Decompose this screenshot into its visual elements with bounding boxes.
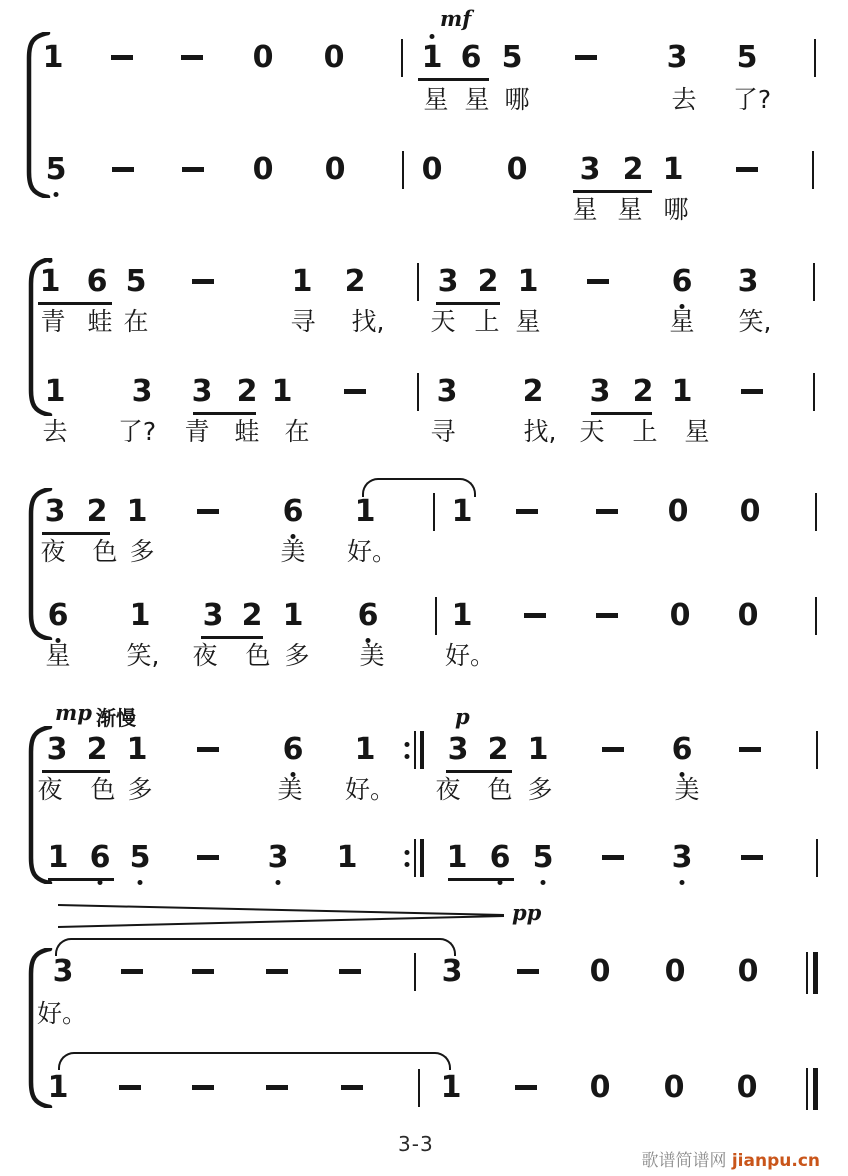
- site-name: 歌谱简谱网: [641, 1151, 727, 1171]
- dash-note: [192, 969, 214, 974]
- note-number: 2: [477, 264, 499, 299]
- octave-dot-low: [541, 880, 546, 885]
- dash-note: [192, 279, 214, 284]
- note-number: 0: [739, 494, 761, 529]
- note-number: 1: [451, 494, 473, 529]
- note-number: 1: [421, 40, 443, 75]
- dash-note: [596, 613, 618, 618]
- lyric-syllable: 寻: [430, 417, 456, 446]
- note-number: 2: [622, 152, 644, 187]
- note-number: 1: [282, 598, 304, 633]
- note-number: 0: [589, 1070, 611, 1105]
- site-url: jianpu.cn: [731, 1151, 820, 1171]
- barline: [417, 263, 419, 301]
- slur-tie: [55, 938, 456, 956]
- note-number: 0: [664, 954, 686, 989]
- lyric-syllable: 星: [572, 195, 598, 224]
- final-bar-thin: [806, 1068, 808, 1110]
- barline: [418, 1069, 420, 1107]
- dash-note: [575, 55, 597, 60]
- lyric-syllable: 了?: [117, 417, 157, 446]
- octave-dot-high: [48, 258, 53, 263]
- barline: [815, 597, 817, 635]
- barline: [813, 263, 815, 301]
- dash-note: [266, 1085, 288, 1090]
- lyric-syllable: 了?: [732, 85, 772, 114]
- lyric-syllable: 美: [674, 775, 700, 804]
- note-number: 2: [241, 598, 263, 633]
- lyric-syllable: 星: [45, 641, 71, 670]
- note-number: 2: [632, 374, 654, 409]
- lyric-syllable: 好。: [36, 999, 88, 1028]
- note-number: 3: [671, 840, 693, 875]
- note-number: 6: [357, 598, 379, 633]
- beam-underline: [201, 636, 263, 639]
- barline: [435, 597, 437, 635]
- note-number: 5: [45, 152, 67, 187]
- lyric-syllable: 色: [90, 775, 116, 804]
- repeat-bar-thick: [420, 839, 424, 877]
- dash-note: [517, 969, 539, 974]
- dash-note: [266, 969, 288, 974]
- lyric-syllable: 星: [464, 85, 490, 114]
- lyric-syllable: 美: [280, 537, 306, 566]
- note-number: 0: [421, 152, 443, 187]
- beam-underline: [193, 412, 256, 415]
- dash-note: [197, 509, 219, 514]
- repeat-bar-thick: [420, 731, 424, 769]
- note-number: 3: [589, 374, 611, 409]
- note-number: 0: [252, 40, 274, 75]
- note-number: 0: [589, 954, 611, 989]
- dash-note: [739, 747, 761, 752]
- lyric-syllable: 哪: [504, 85, 530, 114]
- slur-tie: [58, 1052, 451, 1070]
- dash-note: [341, 1085, 363, 1090]
- lyric-syllable: 寻: [290, 307, 316, 336]
- note-number: 6: [671, 264, 693, 299]
- dash-note: [515, 1085, 537, 1090]
- note-number: 5: [129, 840, 151, 875]
- note-number: 6: [282, 494, 304, 529]
- note-number: 1: [126, 494, 148, 529]
- dash-note: [741, 389, 763, 394]
- note-number: 1: [44, 374, 66, 409]
- dash-note: [112, 167, 134, 172]
- lyric-syllable: 色: [245, 641, 271, 670]
- note-number: 6: [671, 732, 693, 767]
- note-number: 0: [323, 40, 345, 75]
- note-number: 3: [447, 732, 469, 767]
- beam-underline: [436, 302, 500, 305]
- lyric-syllable: 夜: [37, 775, 63, 804]
- barline: [816, 839, 818, 877]
- note-number: 6: [47, 598, 69, 633]
- note-number: 1: [446, 840, 468, 875]
- lyric-syllable: 多: [129, 537, 155, 566]
- note-number: 1: [354, 732, 376, 767]
- note-number: 6: [89, 840, 111, 875]
- dash-note: [192, 1085, 214, 1090]
- note-number: 0: [663, 1070, 685, 1105]
- dash-note: [602, 855, 624, 860]
- lyric-syllable: 上: [632, 417, 658, 446]
- dynamic-mark: mp: [55, 700, 92, 725]
- beam-underline: [591, 412, 652, 415]
- lyric-syllable: 多: [527, 775, 553, 804]
- note-number: 2: [487, 732, 509, 767]
- dash-note: [119, 1085, 141, 1090]
- lyric-syllable: 去: [42, 417, 68, 446]
- note-number: 1: [451, 598, 473, 633]
- barline: [813, 373, 815, 411]
- dynamic-mark: p: [455, 704, 470, 729]
- note-number: 3: [437, 264, 459, 299]
- note-number: 1: [527, 732, 549, 767]
- note-number: 3: [131, 374, 153, 409]
- repeat-dot: [405, 850, 410, 855]
- dynamic-mark: mf: [440, 6, 472, 31]
- note-number: 5: [736, 40, 758, 75]
- lyric-syllable: 色: [92, 537, 118, 566]
- lyric-syllable: 好。: [346, 537, 398, 566]
- repeat-dot: [405, 862, 410, 867]
- dash-note: [524, 613, 546, 618]
- beam-underline: [448, 878, 514, 881]
- note-number: 3: [267, 840, 289, 875]
- barline: [414, 953, 416, 991]
- lyric-syllable: 天: [430, 307, 456, 336]
- note-number: 1: [440, 1070, 462, 1105]
- note-number: 3: [44, 494, 66, 529]
- note-number: 2: [86, 732, 108, 767]
- lyric-syllable: 去: [671, 85, 697, 114]
- octave-dot-low: [54, 192, 59, 197]
- lyric-syllable: 夜: [435, 775, 461, 804]
- lyric-syllable: 笑,: [738, 307, 772, 336]
- lyric-syllable: 上: [474, 307, 500, 336]
- dash-note: [121, 969, 143, 974]
- dash-note: [587, 279, 609, 284]
- page-number: 3-3: [398, 1132, 434, 1156]
- lyric-syllable: 美: [359, 641, 385, 670]
- note-number: 5: [501, 40, 523, 75]
- note-number: 1: [271, 374, 293, 409]
- lyric-syllable: 色: [487, 775, 513, 804]
- repeat-dot: [405, 742, 410, 747]
- note-number: 0: [506, 152, 528, 187]
- dash-note: [516, 509, 538, 514]
- note-number: 6: [460, 40, 482, 75]
- site-credit: [641, 1146, 820, 1171]
- octave-dot-low: [276, 880, 281, 885]
- barline: [815, 493, 817, 531]
- note-number: 1: [129, 598, 151, 633]
- lyric-syllable: 哪: [663, 195, 689, 224]
- note-number: 3: [737, 264, 759, 299]
- dash-note: [197, 855, 219, 860]
- octave-dot-low: [680, 880, 685, 885]
- lyric-syllable: 青: [184, 417, 210, 446]
- note-number: 1: [354, 494, 376, 529]
- lyric-syllable: 在: [123, 307, 149, 336]
- note-number: 3: [46, 732, 68, 767]
- note-number: 3: [579, 152, 601, 187]
- note-number: 0: [324, 152, 346, 187]
- note-number: 5: [125, 264, 147, 299]
- lyric-syllable: 夜: [40, 537, 66, 566]
- lyric-syllable: 蛙: [87, 307, 113, 336]
- tempo-mark: 渐慢: [96, 706, 136, 730]
- barline: [402, 151, 404, 189]
- slur-tie: [362, 478, 476, 497]
- note-number: 0: [252, 152, 274, 187]
- barline: [401, 39, 403, 77]
- note-number: 1: [291, 264, 313, 299]
- beam-underline: [42, 770, 110, 773]
- lyric-syllable: 多: [284, 641, 310, 670]
- note-number: 1: [662, 152, 684, 187]
- final-bar-thick: [813, 952, 818, 994]
- dash-note: [111, 55, 133, 60]
- lyric-syllable: 星: [669, 307, 695, 336]
- barline: [814, 39, 816, 77]
- beam-underline: [446, 770, 512, 773]
- beam-underline: [38, 302, 112, 305]
- note-number: 2: [86, 494, 108, 529]
- lyric-syllable: 好。: [344, 775, 396, 804]
- note-number: 6: [86, 264, 108, 299]
- lyric-syllable: 星: [515, 307, 541, 336]
- dash-note: [181, 55, 203, 60]
- note-number: 6: [282, 732, 304, 767]
- note-number: 3: [666, 40, 688, 75]
- octave-dot-high: [430, 34, 435, 39]
- lyric-syllable: 青: [40, 307, 66, 336]
- final-bar-thick: [813, 1068, 818, 1110]
- lyric-syllable: 星: [684, 417, 710, 446]
- note-number: 1: [47, 1070, 69, 1105]
- lyric-syllable: 星: [617, 195, 643, 224]
- note-number: 0: [667, 494, 689, 529]
- note-number: 1: [42, 40, 64, 75]
- lyric-syllable: 笑,: [126, 641, 160, 670]
- beam-underline: [418, 78, 489, 81]
- dash-note: [596, 509, 618, 514]
- note-number: 3: [202, 598, 224, 633]
- dash-note: [736, 167, 758, 172]
- note-number: 5: [532, 840, 554, 875]
- repeat-dot: [405, 754, 410, 759]
- lyric-syllable: 找,: [351, 307, 385, 336]
- beam-underline: [48, 878, 114, 881]
- note-number: 3: [441, 954, 463, 989]
- note-number: 6: [489, 840, 511, 875]
- note-number: 1: [39, 264, 61, 299]
- lyric-syllable: 美: [277, 775, 303, 804]
- note-number: 3: [52, 954, 74, 989]
- lyric-syllable: 好。: [444, 641, 496, 670]
- dash-note: [344, 389, 366, 394]
- lyric-syllable: 多: [127, 775, 153, 804]
- barline: [816, 731, 818, 769]
- note-number: 0: [737, 954, 759, 989]
- note-number: 3: [191, 374, 213, 409]
- final-bar-thin: [806, 952, 808, 994]
- lyric-syllable: 夜: [192, 641, 218, 670]
- note-number: 1: [126, 732, 148, 767]
- barline: [812, 151, 814, 189]
- note-number: 0: [669, 598, 691, 633]
- lyric-syllable: 蛙: [234, 417, 260, 446]
- beam-underline: [573, 190, 652, 193]
- lyric-syllable: 天: [579, 417, 605, 446]
- note-number: 1: [517, 264, 539, 299]
- note-number: 0: [736, 1070, 758, 1105]
- decrescendo-hairpin: [58, 902, 506, 930]
- note-number: 3: [436, 374, 458, 409]
- dash-note: [741, 855, 763, 860]
- beam-underline: [42, 532, 110, 535]
- octave-dot-low: [138, 880, 143, 885]
- barline: [417, 373, 419, 411]
- lyric-syllable: 在: [284, 417, 310, 446]
- note-number: 2: [344, 264, 366, 299]
- dash-note: [602, 747, 624, 752]
- dash-note: [197, 747, 219, 752]
- note-number: 1: [47, 840, 69, 875]
- dash-note: [182, 167, 204, 172]
- barline: [433, 493, 435, 531]
- note-number: 1: [671, 374, 693, 409]
- note-number: 2: [236, 374, 258, 409]
- note-number: 2: [522, 374, 544, 409]
- note-number: 1: [336, 840, 358, 875]
- lyric-syllable: 找,: [523, 417, 557, 446]
- note-number: 0: [737, 598, 759, 633]
- repeat-bar-thin: [414, 839, 416, 877]
- dynamic-mark: pp: [512, 900, 542, 925]
- repeat-bar-thin: [414, 731, 416, 769]
- dash-note: [339, 969, 361, 974]
- lyric-syllable: 星: [423, 85, 449, 114]
